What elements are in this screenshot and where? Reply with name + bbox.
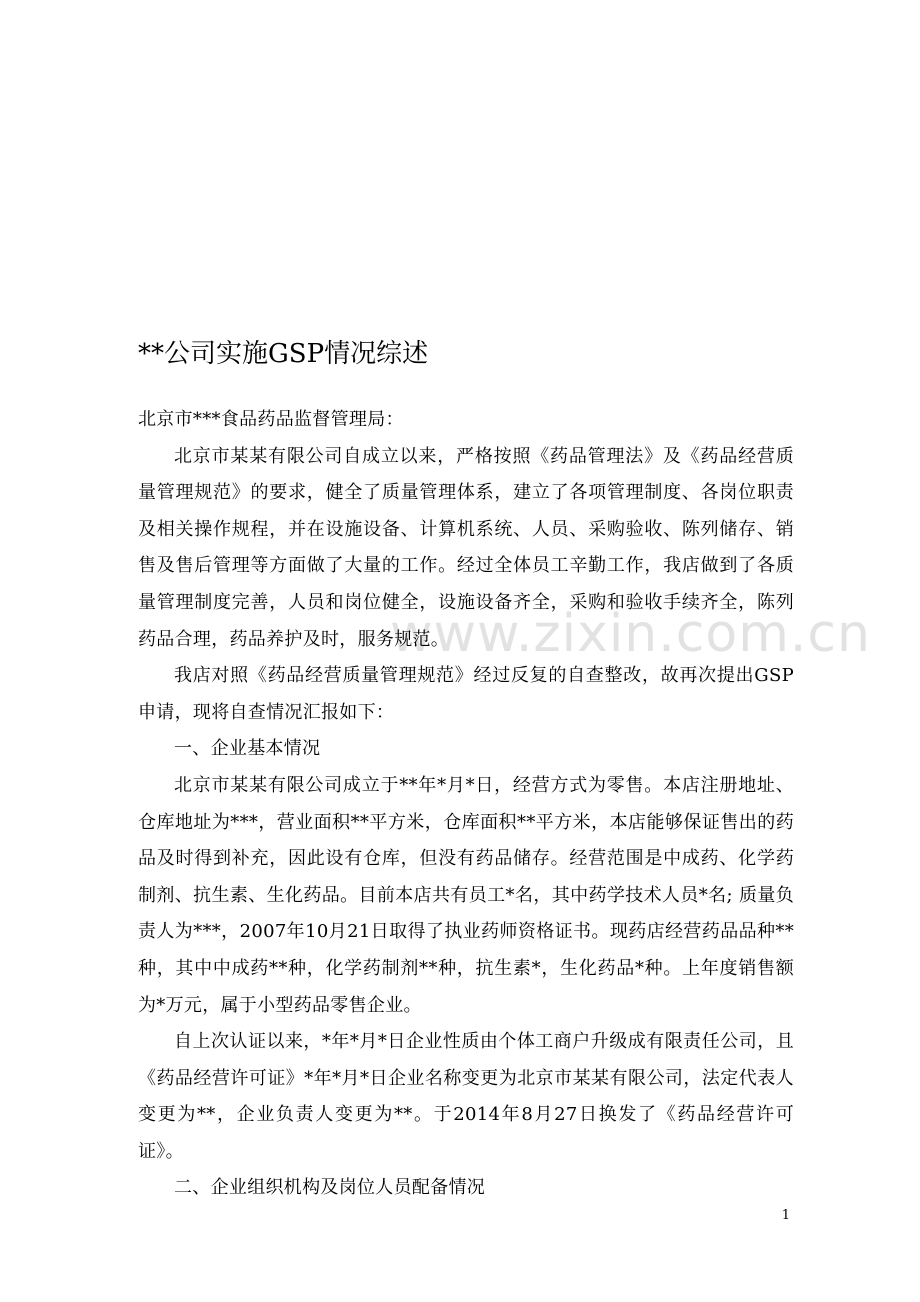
section-heading-basic-info: 一、企业基本情况	[174, 738, 321, 760]
document-body	[138, 402, 794, 1207]
paragraph-basic-info: 北京市某某有限公司成立于**年*月*日，经营方式为零售。本店注册地址、仓库地址为***，营业面积**平方米，仓库面积**平方米，本店能够保证售出的药品及时得到补充，因此设有仓库，但没有药品储存。经营范围是中成药、化学药制剂、抗生素、生化药品。目前本店共有员工*名，其中药学技术人员*名; 质量负责人为***，2007年10月21日取得了执业药师资格证书。现药店经营药品品种**种，其中中成药**种，化学药制剂**种，抗生素*，生化药品*种。上年度销售额为*万元，属于小型药品零售企业。	[138, 774, 794, 1016]
salutation: 北京市***食品药品监督管理局：	[138, 409, 404, 430]
section-heading-organization: 二、企业组织机构及岗位人员配备情况	[174, 1177, 486, 1199]
document-title: **公司实施GSP情况综述	[138, 339, 429, 369]
watermark: www.zixin.com.cn	[390, 604, 871, 664]
page-number: 1	[781, 1208, 790, 1223]
paragraph-application: 我店对照《药品经营质量管理规范》经过反复的自查整改，故再次提出GSP申请，现将自查情况汇报如下：	[138, 665, 794, 723]
paragraph-intro: 北京市某某有限公司自成立以来，严格按照《药品管理法》及《药品经营质量管理规范》的要求，健全了质量管理体系，建立了各项管理制度、各岗位职责及相关操作规程，并在设施设备、计算机系统、人员、采购验收、陈列储存、销售及售后管理等方面做了大量的工作。经过全体员工辛勤工作，我店做到了各质量管理制度完善，人员和岗位健全，设施设备齐全，采购和验收手续齐全，陈列药品合理，药品养护及时，服务规范。	[138, 445, 794, 650]
paragraph-changes: 自上次认证以来，*年*月*日企业性质由个体工商户升级成有限责任公司，且《药品经营许可证》*年*月*日企业名称变更为北京市某某有限公司，法定代表人变更为**，企业负责人变更为**。于2014年8月27日换发了《药品经营许可证》。	[138, 1031, 794, 1162]
